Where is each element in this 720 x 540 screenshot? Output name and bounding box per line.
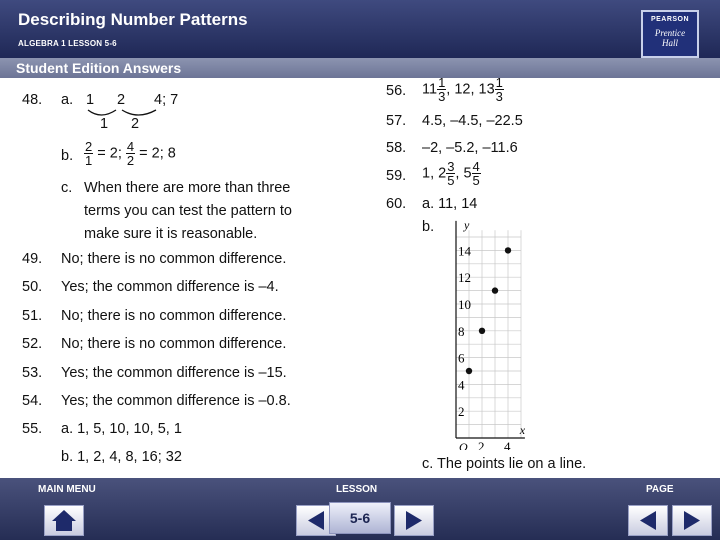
lesson-number-badge: 5-6: [329, 502, 391, 534]
data-point: [466, 368, 472, 374]
q52-number: 52.: [22, 336, 43, 352]
logo-prentice-text: Prentice: [654, 28, 686, 38]
y-tick-label: 14: [458, 243, 471, 259]
page-left-icon: [629, 506, 667, 535]
page-right-icon: [673, 506, 711, 535]
q48b-fraction-2: $\frac{4}{2}$: [126, 139, 135, 168]
origin-label: O: [459, 440, 468, 450]
y-tick-label: 2: [458, 404, 465, 420]
x-axis-label: x: [519, 423, 526, 437]
y-tick-label: 4: [458, 377, 465, 393]
q50-text: Yes; the common difference is –4.: [61, 279, 279, 295]
q48c-line-3: make sure it is reasonable.: [84, 226, 258, 242]
page-title: Describing Number Patterns: [18, 10, 248, 29]
q56-number: 56.: [386, 83, 407, 99]
q48a-term-1: 1: [86, 92, 95, 108]
y-tick-label: 12: [458, 270, 471, 286]
q53-text: Yes; the common difference is –15.: [61, 365, 287, 381]
arrow-right-icon: [395, 506, 433, 535]
q55b-text: b. 1, 2, 4, 8, 16; 32: [61, 449, 182, 465]
logo-pearson-text: PEARSON: [650, 16, 690, 23]
y-axis-label: y: [464, 218, 470, 232]
q48b-expression: [84, 140, 176, 167]
q48c-label: c.: [61, 180, 73, 196]
q56-fraction-1: $\frac{1}{3}$: [438, 75, 446, 104]
data-point: [492, 287, 498, 293]
q48a-term-2: 2: [117, 92, 126, 108]
q55-number: 55.: [22, 421, 43, 437]
section-label: Student Edition Answers: [16, 60, 182, 76]
home-icon: [45, 506, 83, 535]
q48b-label: b.: [61, 148, 74, 164]
q51-number: 51.: [22, 308, 43, 324]
q60c-text: c. The points lie on a line.: [422, 456, 587, 472]
section-band: [0, 58, 720, 78]
page-next-button[interactable]: [672, 505, 712, 536]
q59-fraction-1: $\frac{3}{5}$: [447, 159, 455, 188]
q54-text: Yes; the common difference is –0.8.: [61, 393, 291, 409]
q57-number: 57.: [386, 113, 407, 129]
q60-number: 60.: [386, 196, 407, 212]
main-menu-label: MAIN MENU: [38, 484, 96, 495]
scatter-graph: [430, 218, 550, 450]
lesson-next-button[interactable]: [394, 505, 434, 536]
q60a-text: a. 11, 14: [422, 196, 478, 212]
y-tick-label: 10: [458, 297, 471, 312]
q48b-end: = 2; 8: [139, 145, 176, 162]
q48a-term-3: 4; 7: [154, 92, 179, 108]
data-point: [479, 328, 485, 334]
q49-number: 49.: [22, 251, 43, 267]
q56-fraction-2: $\frac{1}{3}$: [495, 75, 503, 104]
logo-hall-text: Hall: [661, 38, 678, 48]
home-button[interactable]: [44, 505, 84, 536]
lesson-label: LESSON: [336, 484, 378, 495]
q59-fraction-2: $\frac{4}{5}$: [472, 159, 480, 188]
x-tick-label: 4: [504, 439, 511, 450]
q48b-mid: = 2;: [97, 145, 122, 162]
q48a-label: a.: [61, 92, 74, 108]
q48a-diff-2: 2: [131, 116, 140, 132]
pearson-logo: [641, 10, 699, 58]
footer-bar: [0, 478, 720, 540]
q51-text: No; there is no common difference.: [61, 308, 287, 324]
q48c-line-1: When there are more than three: [84, 180, 291, 196]
arc-1: [88, 110, 116, 115]
arc-2: [122, 110, 156, 115]
y-tick-label: 8: [458, 323, 465, 339]
header-bar: [0, 0, 720, 58]
q59-number: 59.: [386, 168, 407, 184]
q52-text: No; there is no common difference.: [61, 336, 287, 352]
q50-number: 50.: [22, 279, 43, 295]
q58-number: 58.: [386, 140, 407, 156]
q60b-label: b.: [422, 219, 435, 235]
x-tick-label: 2: [478, 439, 485, 450]
q58-text: –2, –5.2, –11.6: [422, 140, 518, 156]
data-point: [505, 247, 511, 253]
q48b-fraction-1: $\frac{2}{1}$: [85, 139, 93, 168]
y-tick-label: 6: [458, 350, 465, 366]
q48-number: 48.: [22, 92, 43, 108]
page-prev-button[interactable]: [628, 505, 668, 536]
q59-answer: 1, 2 $\frac{3}{5}$ , 5 $\frac{4}{5}$: [422, 159, 480, 188]
page-label: PAGE: [646, 484, 674, 495]
q49-text: No; there is no common difference.: [61, 251, 287, 267]
q56-answer: 11 $\frac{1}{3}$ , 12, 13 $\frac{1}{3}$: [422, 75, 503, 104]
q55a-text: a. 1, 5, 10, 10, 5, 1: [61, 421, 182, 437]
q48a-diff-1: 1: [100, 116, 109, 132]
q53-number: 53.: [22, 365, 43, 381]
q54-number: 54.: [22, 393, 43, 409]
lesson-subtitle: ALGEBRA 1 LESSON 5-6: [18, 39, 117, 48]
q48a-difference-arcs: [84, 108, 164, 120]
q48c-line-2: terms you can test the pattern to: [84, 203, 292, 219]
q57-text: 4.5, –4.5, –22.5: [422, 113, 523, 129]
